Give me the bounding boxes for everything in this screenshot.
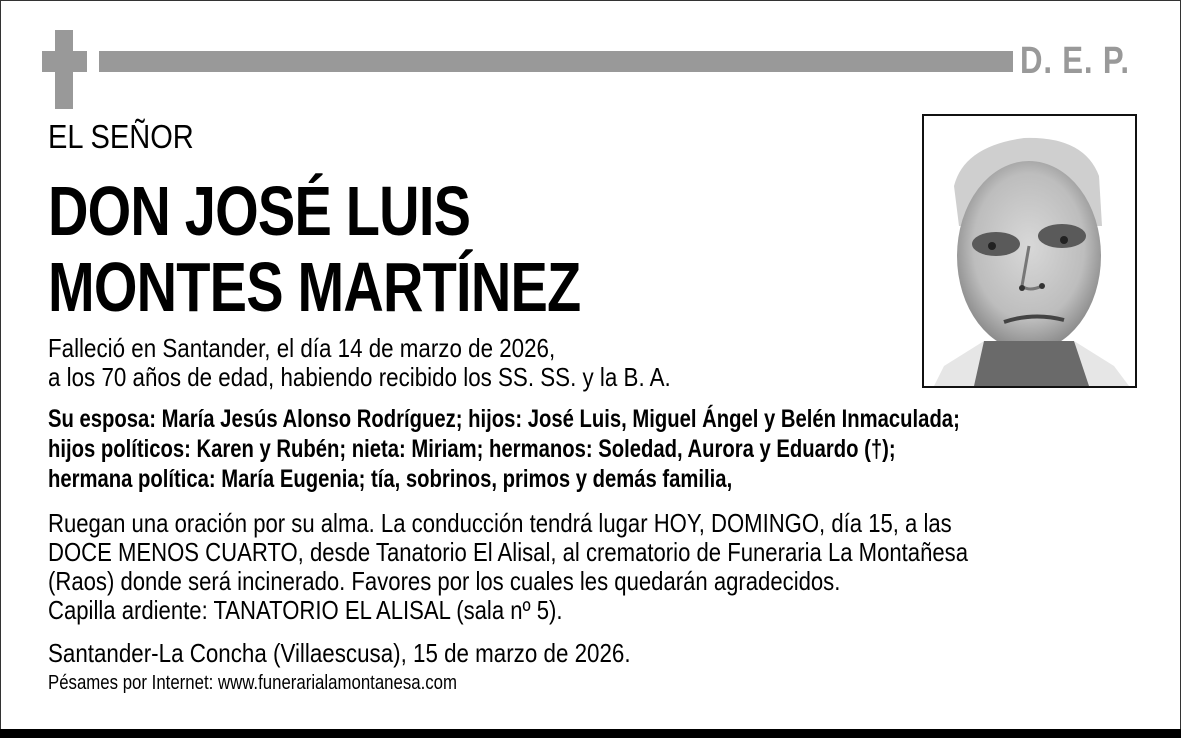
header-rule — [99, 51, 1013, 72]
death-notice — [48, 334, 671, 392]
condolences-line — [48, 671, 457, 695]
condolences-label: Pésames por Internet: — [48, 672, 218, 694]
name-line-2: MONTES MARTÍNEZ — [48, 248, 581, 326]
condolences-url[interactable]: www.funerarialamontanesa.com — [217, 672, 458, 694]
deceased-photo — [922, 114, 1137, 388]
deceased-name — [48, 173, 580, 325]
service-line: DOCE MENOS CUARTO, desde Tanatorio El Alisal, al crematorio de Funeraria La Montañesa — [48, 537, 969, 567]
service-line: (Raos) donde será incinerado. Favores por los cuales les quedarán agradecidos. — [48, 566, 841, 596]
portrait-image — [924, 116, 1135, 386]
family-line: hijos políticos: Karen y Rubén; nieta: Miriam; hermanos: Soledad, Aurora y Eduardo (†); — [48, 435, 896, 463]
death-notice-line: a los 70 años de edad, habiendo recibido los SS. SS. y la B. A. — [48, 362, 671, 392]
service-line: Capilla ardiente: TANATORIO EL ALISAL (sala nº 5). — [48, 595, 563, 625]
family-line: Su esposa: María Jesús Alonso Rodríguez; hijos: José Luis, Miguel Ángel y Belén Inmaculada; — [48, 405, 960, 433]
place-date: Santander-La Concha (Villaescusa), 15 de marzo de 2026. — [48, 638, 631, 668]
dep-label: D. E. P. — [1020, 40, 1130, 82]
name-line-1: DON JOSÉ LUIS — [48, 172, 471, 250]
death-notice-line: Falleció en Santander, el día 14 de marzo de 2026, — [48, 333, 556, 363]
family-line: hermana política: María Eugenia; tía, sobrinos, primos y demás familia, — [48, 465, 733, 493]
service-line: Ruegan una oración por su alma. La conducción tendrá lugar HOY, DOMINGO, día 15, a las — [48, 508, 952, 538]
service-details — [48, 509, 968, 625]
family-list — [48, 404, 960, 494]
honorific: EL SEÑOR — [48, 118, 194, 155]
latin-cross-icon-arm — [42, 51, 87, 72]
